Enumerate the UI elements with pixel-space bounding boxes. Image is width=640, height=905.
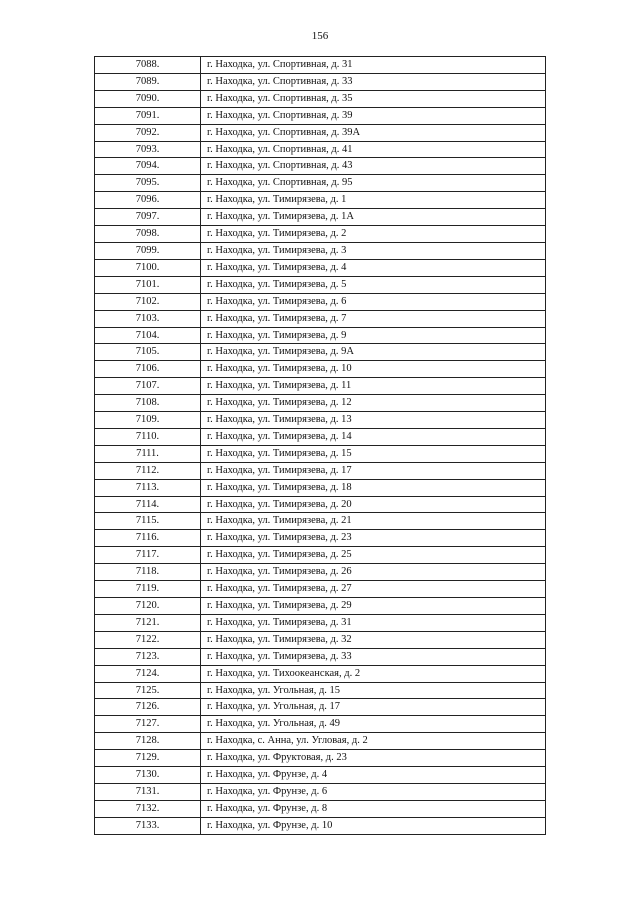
row-address: г. Находка, ул. Тимирязева, д. 33 bbox=[201, 648, 546, 665]
row-number: 7127. bbox=[95, 716, 201, 733]
row-number: 7119. bbox=[95, 581, 201, 598]
row-address: г. Находка, ул. Тимирязева, д. 23 bbox=[201, 530, 546, 547]
row-number: 7126. bbox=[95, 699, 201, 716]
row-number: 7098. bbox=[95, 226, 201, 243]
row-address: г. Находка, ул. Тимирязева, д. 12 bbox=[201, 395, 546, 412]
row-number: 7120. bbox=[95, 598, 201, 615]
table-row bbox=[95, 259, 546, 276]
row-address: г. Находка, ул. Спортивная, д. 33 bbox=[201, 73, 546, 90]
row-address: г. Находка, ул. Тимирязева, д. 25 bbox=[201, 547, 546, 564]
table-row bbox=[95, 242, 546, 259]
row-number: 7095. bbox=[95, 175, 201, 192]
row-number: 7121. bbox=[95, 614, 201, 631]
table-row bbox=[95, 682, 546, 699]
table-row bbox=[95, 631, 546, 648]
row-address: г. Находка, ул. Тимирязева, д. 1 bbox=[201, 192, 546, 209]
table-row bbox=[95, 699, 546, 716]
table-row bbox=[95, 547, 546, 564]
row-address: г. Находка, ул. Тимирязева, д. 21 bbox=[201, 513, 546, 530]
row-address: г. Находка, ул. Тимирязева, д. 17 bbox=[201, 462, 546, 479]
row-number: 7089. bbox=[95, 73, 201, 90]
row-address: г. Находка, ул. Фрунзе, д. 10 bbox=[201, 817, 546, 834]
row-number: 7129. bbox=[95, 750, 201, 767]
table-row bbox=[95, 158, 546, 175]
table-row bbox=[95, 750, 546, 767]
row-number: 7125. bbox=[95, 682, 201, 699]
row-number: 7112. bbox=[95, 462, 201, 479]
table-row bbox=[95, 445, 546, 462]
table-row bbox=[95, 530, 546, 547]
table-row bbox=[95, 73, 546, 90]
row-address: г. Находка, ул. Тимирязева, д. 13 bbox=[201, 412, 546, 429]
row-address: г. Находка, ул. Тихоокеанская, д. 2 bbox=[201, 665, 546, 682]
row-address: г. Находка, ул. Тимирязева, д. 32 bbox=[201, 631, 546, 648]
row-address: г. Находка, ул. Тимирязева, д. 20 bbox=[201, 496, 546, 513]
row-address: г. Находка, ул. Тимирязева, д. 3 bbox=[201, 242, 546, 259]
row-number: 7091. bbox=[95, 107, 201, 124]
row-number: 7110. bbox=[95, 428, 201, 445]
row-number: 7103. bbox=[95, 310, 201, 327]
row-number: 7128. bbox=[95, 733, 201, 750]
table-row bbox=[95, 581, 546, 598]
row-address: г. Находка, ул. Тимирязева, д. 2 bbox=[201, 226, 546, 243]
row-number: 7104. bbox=[95, 327, 201, 344]
table-row bbox=[95, 57, 546, 74]
row-address: г. Находка, ул. Угольная, д. 49 bbox=[201, 716, 546, 733]
row-address: г. Находка, ул. Спортивная, д. 39 bbox=[201, 107, 546, 124]
row-number: 7130. bbox=[95, 767, 201, 784]
table-row bbox=[95, 665, 546, 682]
table-row bbox=[95, 124, 546, 141]
table-row bbox=[95, 428, 546, 445]
table-row bbox=[95, 226, 546, 243]
row-number: 7132. bbox=[95, 800, 201, 817]
row-address: г. Находка, ул. Фрунзе, д. 8 bbox=[201, 800, 546, 817]
address-table bbox=[94, 56, 546, 835]
row-address: г. Находка, ул. Тимирязева, д. 26 bbox=[201, 564, 546, 581]
row-number: 7092. bbox=[95, 124, 201, 141]
row-number: 7100. bbox=[95, 259, 201, 276]
row-address: г. Находка, ул. Тимирязева, д. 5 bbox=[201, 276, 546, 293]
row-number: 7106. bbox=[95, 361, 201, 378]
row-address: г. Находка, ул. Тимирязева, д. 4 bbox=[201, 259, 546, 276]
row-number: 7096. bbox=[95, 192, 201, 209]
row-number: 7114. bbox=[95, 496, 201, 513]
row-number: 7122. bbox=[95, 631, 201, 648]
row-number: 7123. bbox=[95, 648, 201, 665]
row-number: 7101. bbox=[95, 276, 201, 293]
row-address: г. Находка, ул. Спортивная, д. 41 bbox=[201, 141, 546, 158]
row-number: 7118. bbox=[95, 564, 201, 581]
table-row bbox=[95, 412, 546, 429]
row-number: 7131. bbox=[95, 783, 201, 800]
row-number: 7102. bbox=[95, 293, 201, 310]
table-row bbox=[95, 141, 546, 158]
table-row bbox=[95, 107, 546, 124]
row-address: г. Находка, с. Анна, ул. Угловая, д. 2 bbox=[201, 733, 546, 750]
address-table-body bbox=[95, 57, 546, 835]
row-address: г. Находка, ул. Спортивная, д. 31 bbox=[201, 57, 546, 74]
table-row bbox=[95, 310, 546, 327]
row-address: г. Находка, ул. Фруктовая, д. 23 bbox=[201, 750, 546, 767]
row-address: г. Находка, ул. Тимирязева, д. 15 bbox=[201, 445, 546, 462]
row-address: г. Находка, ул. Тимирязева, д. 11 bbox=[201, 378, 546, 395]
table-row bbox=[95, 716, 546, 733]
table-row bbox=[95, 598, 546, 615]
row-address: г. Находка, ул. Тимирязева, д. 31 bbox=[201, 614, 546, 631]
row-number: 7113. bbox=[95, 479, 201, 496]
table-row bbox=[95, 192, 546, 209]
table-row bbox=[95, 293, 546, 310]
table-row bbox=[95, 496, 546, 513]
row-number: 7107. bbox=[95, 378, 201, 395]
table-row bbox=[95, 90, 546, 107]
row-number: 7133. bbox=[95, 817, 201, 834]
table-row bbox=[95, 648, 546, 665]
table-row bbox=[95, 513, 546, 530]
row-address: г. Находка, ул. Тимирязева, д. 7 bbox=[201, 310, 546, 327]
row-address: г. Находка, ул. Спортивная, д. 43 bbox=[201, 158, 546, 175]
table-row bbox=[95, 462, 546, 479]
table-row bbox=[95, 209, 546, 226]
row-number: 7090. bbox=[95, 90, 201, 107]
row-address: г. Находка, ул. Спортивная, д. 39А bbox=[201, 124, 546, 141]
row-number: 7094. bbox=[95, 158, 201, 175]
row-address: г. Находка, ул. Тимирязева, д. 29 bbox=[201, 598, 546, 615]
table-row bbox=[95, 783, 546, 800]
row-address: г. Находка, ул. Тимирязева, д. 9А bbox=[201, 344, 546, 361]
row-number: 7111. bbox=[95, 445, 201, 462]
table-row bbox=[95, 564, 546, 581]
row-number: 7088. bbox=[95, 57, 201, 74]
table-row bbox=[95, 175, 546, 192]
row-number: 7105. bbox=[95, 344, 201, 361]
row-address: г. Находка, ул. Тимирязева, д. 14 bbox=[201, 428, 546, 445]
table-row bbox=[95, 614, 546, 631]
row-address: г. Находка, ул. Тимирязева, д. 1А bbox=[201, 209, 546, 226]
row-address: г. Находка, ул. Спортивная, д. 35 bbox=[201, 90, 546, 107]
row-number: 7109. bbox=[95, 412, 201, 429]
row-number: 7124. bbox=[95, 665, 201, 682]
page-number: 156 bbox=[311, 30, 329, 42]
row-address: г. Находка, ул. Угольная, д. 15 bbox=[201, 682, 546, 699]
row-address: г. Находка, ул. Тимирязева, д. 18 bbox=[201, 479, 546, 496]
row-number: 7115. bbox=[95, 513, 201, 530]
row-address: г. Находка, ул. Тимирязева, д. 9 bbox=[201, 327, 546, 344]
table-row bbox=[95, 361, 546, 378]
row-address: г. Находка, ул. Тимирязева, д. 6 bbox=[201, 293, 546, 310]
row-number: 7108. bbox=[95, 395, 201, 412]
row-number: 7099. bbox=[95, 242, 201, 259]
table-row bbox=[95, 327, 546, 344]
table-row bbox=[95, 378, 546, 395]
row-number: 7093. bbox=[95, 141, 201, 158]
row-address: г. Находка, ул. Угольная, д. 17 bbox=[201, 699, 546, 716]
row-number: 7116. bbox=[95, 530, 201, 547]
table-row bbox=[95, 817, 546, 834]
table-row bbox=[95, 276, 546, 293]
row-address: г. Находка, ул. Тимирязева, д. 27 bbox=[201, 581, 546, 598]
row-address: г. Находка, ул. Тимирязева, д. 10 bbox=[201, 361, 546, 378]
table-row bbox=[95, 479, 546, 496]
table-row bbox=[95, 395, 546, 412]
table-row bbox=[95, 344, 546, 361]
row-number: 7097. bbox=[95, 209, 201, 226]
row-address: г. Находка, ул. Фрунзе, д. 6 bbox=[201, 783, 546, 800]
row-number: 7117. bbox=[95, 547, 201, 564]
row-address: г. Находка, ул. Спортивная, д. 95 bbox=[201, 175, 546, 192]
table-row bbox=[95, 733, 546, 750]
row-address: г. Находка, ул. Фрунзе, д. 4 bbox=[201, 767, 546, 784]
table-row bbox=[95, 800, 546, 817]
table-row bbox=[95, 767, 546, 784]
